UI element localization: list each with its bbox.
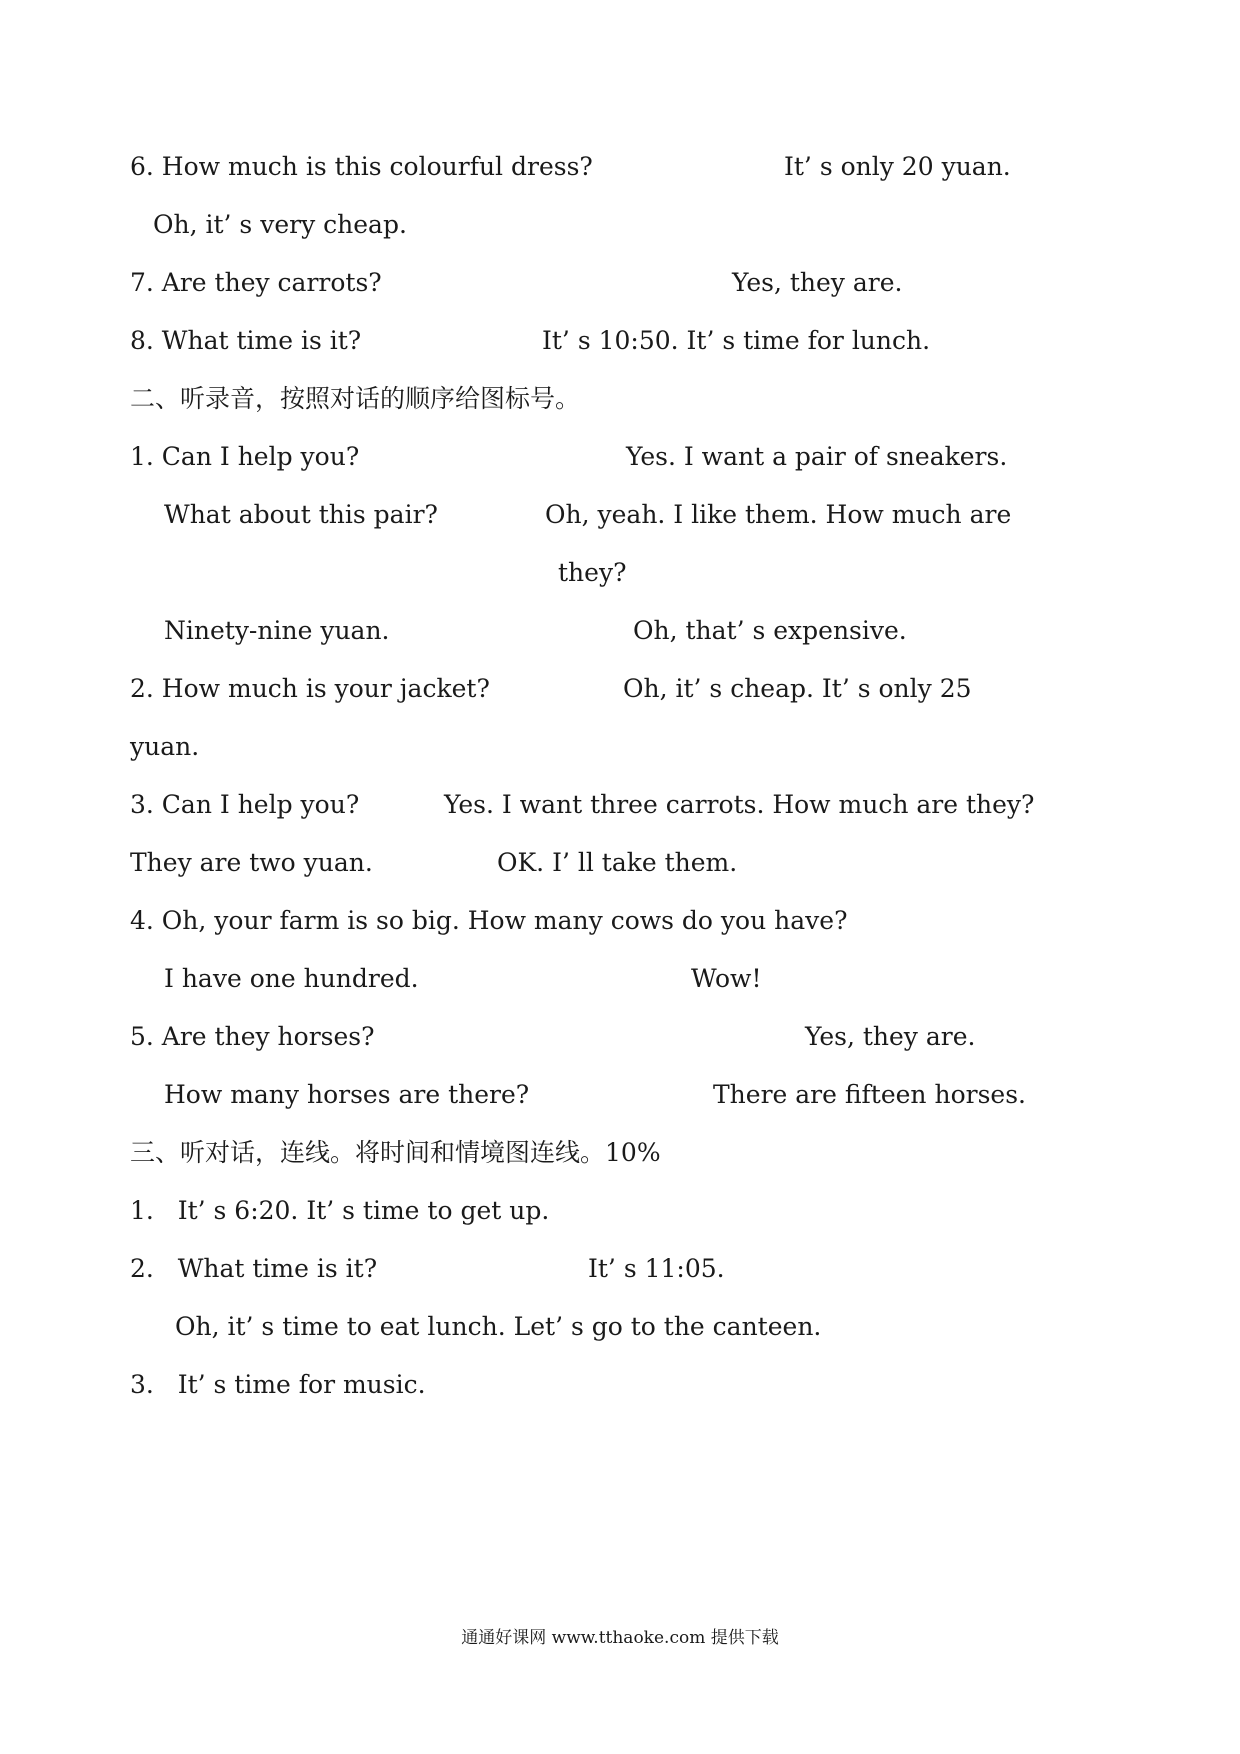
dialogue-1-line-2: Yes. I want a pair of sneakers. bbox=[626, 442, 1008, 471]
item-2-answer: It’ s 11:05. bbox=[588, 1254, 725, 1283]
answer-6: It’ s only 20 yuan. bbox=[784, 152, 1011, 181]
section-3-heading: 三、听对话，连线。将时间和情境图连线。10% bbox=[130, 1138, 661, 1167]
dialogue-4-line-3: Wow! bbox=[691, 964, 762, 993]
dialogue-1-line-1: 1. Can I help you? bbox=[130, 442, 360, 471]
dialogue-3-line-4: OK. I’ ll take them. bbox=[497, 848, 738, 877]
dialogue-1-line-4-cont: they? bbox=[558, 558, 627, 587]
question-6: 6. How much is this colourful dress? bbox=[130, 152, 593, 181]
dialogue-1-line-6: Oh, that’ s expensive. bbox=[633, 616, 907, 645]
page-footer: 通通好课网 www.tthaoke.com 提供下载 bbox=[461, 1628, 779, 1648]
section-2-heading: 二、听录音，按照对话的顺序给图标号。 bbox=[130, 384, 581, 413]
dialogue-1-line-4: Oh, yeah. I like them. How much are bbox=[545, 500, 1012, 529]
answer-7: Yes, they are. bbox=[732, 268, 903, 297]
dialogue-5-line-2: Yes, they are. bbox=[805, 1022, 976, 1051]
item-2-response: Oh, it’ s time to eat lunch. Let’ s go to the canteen. bbox=[175, 1312, 822, 1341]
dialogue-1-line-5: Ninety-nine yuan. bbox=[164, 616, 390, 645]
dialogue-2-line-2-cont: yuan. bbox=[130, 732, 200, 761]
item-2-question: 2. What time is it? bbox=[130, 1254, 378, 1283]
response-6: Oh, it’ s very cheap. bbox=[153, 210, 407, 239]
dialogue-2-line-2: Oh, it’ s cheap. It’ s only 25 bbox=[623, 674, 972, 703]
dialogue-5-line-1: 5. Are they horses? bbox=[130, 1022, 375, 1051]
dialogue-1-line-3: What about this pair? bbox=[164, 500, 438, 529]
question-7: 7. Are they carrots? bbox=[130, 268, 382, 297]
dialogue-3-line-3: They are two yuan. bbox=[130, 848, 373, 877]
item-3: 3. It’ s time for music. bbox=[130, 1370, 426, 1399]
dialogue-4-line-2: I have one hundred. bbox=[164, 964, 419, 993]
dialogue-5-line-4: There are fifteen horses. bbox=[713, 1080, 1026, 1109]
question-8: 8. What time is it? bbox=[130, 326, 362, 355]
item-1: 1. It’ s 6:20. It’ s time to get up. bbox=[130, 1196, 550, 1225]
dialogue-4-line-1: 4. Oh, your farm is so big. How many cows do you have? bbox=[130, 906, 848, 935]
answer-8: It’ s 10:50. It’ s time for lunch. bbox=[542, 326, 931, 355]
dialogue-3-line-1: 3. Can I help you? bbox=[130, 790, 360, 819]
dialogue-2-line-1: 2. How much is your jacket? bbox=[130, 674, 490, 703]
dialogue-5-line-3: How many horses are there? bbox=[164, 1080, 530, 1109]
dialogue-3-line-2: Yes. I want three carrots. How much are they? bbox=[444, 790, 1035, 819]
